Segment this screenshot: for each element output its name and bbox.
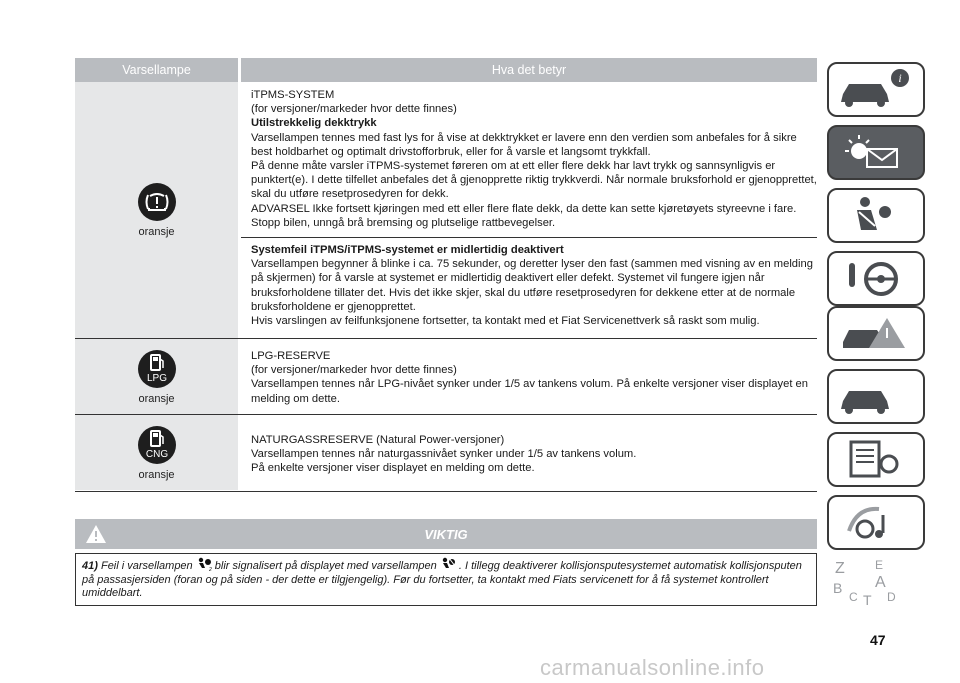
- lpg-icon-text: LPG: [146, 372, 167, 384]
- index-letter: B: [833, 580, 843, 596]
- divider: [241, 237, 817, 238]
- watermark: carmanualsonline.info: [540, 655, 765, 680]
- tab-safety[interactable]: [827, 188, 925, 243]
- tab-starting-driving[interactable]: [827, 251, 925, 306]
- lpg-description: [251, 349, 817, 406]
- tab-emergency[interactable]: [827, 306, 925, 361]
- lamp-color-label: oransje: [138, 392, 175, 405]
- divider: [75, 491, 817, 492]
- lamp-cell-cng: [75, 415, 238, 490]
- tab-index[interactable]: [827, 555, 925, 610]
- warning-text: [82, 557, 810, 601]
- tpms-description: [251, 88, 817, 230]
- cng-description: [251, 433, 817, 476]
- warning-text-part: blir signalisert på displayet med varsellampen: [214, 560, 437, 572]
- section-title: NATURGASSRESERVE (Natural Power-versjoner): [251, 434, 505, 446]
- tab-multimedia[interactable]: [827, 495, 925, 550]
- index-letter: E: [875, 558, 884, 572]
- tab-technical-data[interactable]: [827, 432, 925, 487]
- cng-icon-text: CNG: [145, 448, 168, 460]
- tpms-fault-description: [251, 243, 817, 328]
- index-letter: D: [887, 590, 896, 604]
- steering-wheel-icon: [829, 253, 923, 304]
- lamp-color-label: oransje: [138, 226, 175, 238]
- fuel-lpg-icon: [137, 349, 177, 389]
- car-info-icon: [829, 64, 923, 115]
- index-letter: Z: [835, 560, 845, 577]
- page-number: 47: [870, 632, 886, 648]
- index-letter: C: [849, 590, 858, 604]
- paragraph: Varsellampen tennes når LPG-nivået synker under 1/5 av tankens volum. På enkelte versjoner viser displayet en melding om dette.: [251, 378, 808, 405]
- section-subtitle: (for versjoner/markeder hvor dette finnes): [251, 103, 457, 116]
- warning-body: [75, 553, 817, 606]
- tab-car-info[interactable]: [827, 62, 925, 117]
- index-letter: T: [863, 592, 872, 606]
- paragraph: På denne måte varsler iTPMS-systemet føreren om at ett eller flere dekk har lavt trykk og sannsynligvis er punktert(e). I dette tilfellet anbefales det å gjenopprette riktig trykkverdi. Når normale bruksforhold er gjenopprettet, skal du utføre resetprosedyren for dekk.: [251, 160, 817, 201]
- section-title: iTPMS-SYSTEM: [251, 89, 335, 101]
- paragraph: ADVARSEL Ikke fortsett kjøringen med ett eller flere flate dekk, da dette kan sette kjøretøyets styreevne i fare. Stopp bilen, unngå brå bremsing og plutselige rattbevegelser.: [251, 202, 797, 229]
- section-title: LPG-RESERVE: [251, 350, 331, 362]
- warning-text-part: Feil i varsellampen: [100, 560, 193, 572]
- car-maintenance-icon: [829, 371, 923, 422]
- lamp-cell-lpg: [75, 339, 238, 414]
- paragraph: Varsellampen tennes med fast lys for å vise at dekktrykket er lavere enn den verdien som anbefales for å sikre best holdbarhet og optimalt drivstofforbruk, eller for å varsle et langsomt trykkfall.: [251, 131, 797, 158]
- warning-title: VIKTIG: [424, 526, 468, 542]
- note-reference: 41): [82, 560, 98, 572]
- lamp-color-label: oransje: [138, 468, 175, 481]
- warning-header: [75, 519, 817, 549]
- airbag-warning-icon: [196, 557, 212, 571]
- alphabetical-index-icon: [827, 555, 921, 606]
- tab-maintenance[interactable]: [827, 369, 925, 424]
- paragraph: Hvis varslingen av feilfunksjonene fortsetter, ta kontakt med et Fiat Servicenettverk så raskt som mulig.: [251, 315, 760, 328]
- paragraph: På enkelte versjoner viser displayet en melding om dette.: [251, 462, 535, 475]
- warning-triangle-icon: [85, 524, 107, 544]
- subheading: Utilstrekkelig dekktrykk: [251, 117, 377, 130]
- paragraph: Varsellampen begynner å blinke i ca. 75 sekunder, og deretter lyser den fast (sammen med visning av en melding på skjermen) for å varsle at systemet er midlertidig deaktivert eller defekt. Systemet vil fungere igjen når bruksforholdene tillater det. Hvis det ikke skjer, skal du utføre resetprosedyren for dekkene etter at de normale bruksforholdene er gjenopprettet.: [251, 258, 813, 313]
- tire-pressure-icon: [137, 182, 177, 222]
- svg-text:2: 2: [208, 567, 212, 571]
- header-meaning: Hva det betyr: [241, 58, 817, 82]
- emergency-icon: [829, 308, 923, 359]
- technical-data-icon: [829, 434, 923, 485]
- warning-text-part: . I tillegg deaktiverer kollisjonsputesystemet automatisk kollisjonsputen på passasjersiden (foran og på siden - der dette er tilgjengelig). Før du fortsetter, ta kontakt med Fiats servicenett for å få systemet kontrollert umiddelbart.: [82, 560, 802, 599]
- subheading: Systemfeil iTPMS/iTPMS-systemet er midlertidig deaktivert: [251, 244, 564, 256]
- tab-warning-lights[interactable]: [827, 125, 925, 180]
- fuel-cng-icon: [137, 425, 177, 465]
- section-subtitle: (for versjoner/markeder hvor dette finnes): [251, 364, 457, 377]
- header-warning-lamp: Varsellampe: [75, 58, 238, 82]
- index-letter: A: [875, 574, 886, 591]
- svg-text:i: i: [898, 71, 902, 85]
- table-header: [75, 58, 817, 82]
- multimedia-icon: [829, 497, 923, 548]
- passenger-airbag-off-icon: [440, 557, 456, 571]
- lamp-cell-tpms: [75, 82, 238, 338]
- warning-lights-icon: [829, 127, 923, 178]
- seat-belt-icon: [829, 190, 923, 241]
- paragraph: Varsellampen tennes når naturgassnivået synker under 1/5 av tankens volum.: [251, 448, 637, 461]
